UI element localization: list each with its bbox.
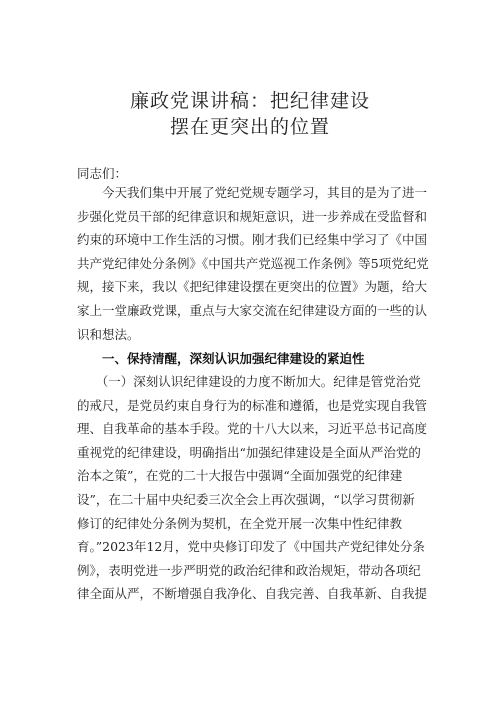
- salutation: 同志们：: [77, 166, 128, 181]
- intro-paragraph: [77, 181, 429, 346]
- paragraph-line: 的戒尺，是党员约束自身行为的标准和遵循，也是党实现自我管: [77, 397, 428, 413]
- paragraph-line: 设”，在二十届中央纪委三次全会上再次强调，“以学习贯彻新: [77, 491, 415, 507]
- paragraph-line: 治本之策”，在党的二十大报告中强调“全面加强党的纪律建: [77, 468, 403, 484]
- paragraph-line: 例》，表明党进一步严明党的政治纪律和政治规矩，带动各项纪: [77, 562, 421, 578]
- document-title-line2: 摆在更突出的位置: [169, 116, 330, 138]
- paragraph-line: 规，接下来，我以《把纪律建设摆在更突出的位置》为题，给大: [77, 279, 428, 295]
- paragraph-line: 识和想法。: [77, 326, 140, 342]
- section-heading-1: 一、保持清醒，深刻认识加强纪律建设的紧迫性: [102, 351, 365, 366]
- paragraph-line: 重视党的纪律建设，明确指出“加强纪律建设是全面从严治党的: [77, 444, 421, 460]
- document-title-line1: 廉政党课讲稿：把纪律建设: [129, 90, 370, 112]
- paragraph-line: 共产党纪律处分条例》《中国共产党巡视工作条例》等5项党纪党: [77, 255, 429, 271]
- paragraph-line: 今天我们集中开展了党纪党规专题学习，其目的是为了进一: [77, 185, 428, 200]
- paragraph-line: （一）深刻认识纪律建设的力度不断加大。纪律是管党治党: [77, 374, 421, 389]
- paragraph-line: 家上一堂廉政党课，重点与大家交流在纪律建设方面的一些的认: [77, 302, 428, 318]
- paragraph-line: 理、自我革命的基本手段。党的十八大以来，习近平总书记高度: [77, 421, 428, 437]
- section-paragraph-1: [77, 370, 428, 606]
- paragraph-line: 律全面从严，不断增强自我净化、自我完善、自我革新、自我提: [77, 586, 428, 602]
- paragraph-line: 修订的纪律处分条例为契机，在全党开展一次集中性纪律教: [77, 515, 403, 531]
- paragraph-line: 育。”2023年12月，党中央修订印发了《中国共产党纪律处分条: [77, 539, 425, 555]
- paragraph-line: 约束的环境中工作生活的习惯。刚才我们已经集中学习了《中国: [77, 232, 428, 248]
- paragraph-line: 步强化党员干部的纪律意识和规矩意识，进一步养成在受监督和: [77, 208, 428, 224]
